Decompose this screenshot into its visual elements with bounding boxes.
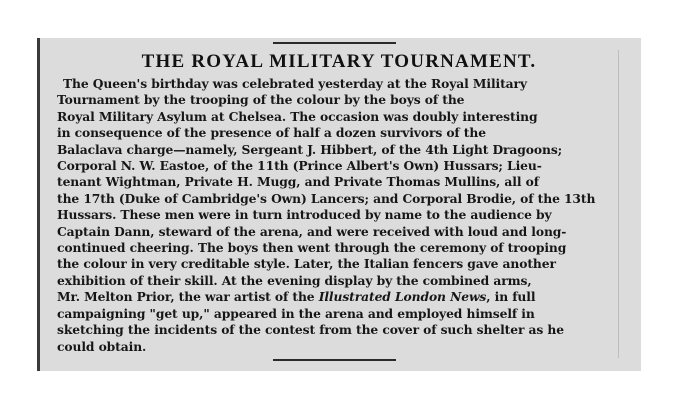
article-line: Captain Dann, steward of the arena, and were received with loud and long- <box>57 223 567 239</box>
article-line: The Queen's birthday was celebrated yesterday at the Royal Military <box>63 76 527 91</box>
newspaper-clipping <box>37 38 641 371</box>
article-line: Tournament by the trooping of the colour by the boys of the <box>57 92 465 108</box>
column-rule-left <box>37 38 40 371</box>
publication-title: Illustrated London News <box>318 289 487 305</box>
top-rule <box>273 42 396 44</box>
article-line: tenant Wightman, Private H. Mugg, and Private Thomas Mullins, all of <box>57 174 539 190</box>
article-line: continued cheering. The boys then went through the ceremony of trooping <box>57 240 567 256</box>
article-line: exhibition of their skill. At the evening display by the combined arms, <box>57 272 532 288</box>
article-line: Corporal N. W. Eastoe, of the 11th (Prince Albert's Own) Hussars; Lieu- <box>57 158 542 174</box>
article-line: the 17th (Duke of Cambridge's Own) Lancers; and Corporal Brodie, of the 13th <box>57 190 596 206</box>
article-body <box>57 76 617 355</box>
article-line: Hussars. These men were in turn introduced by name to the audience by <box>57 207 552 223</box>
bottom-rule <box>273 359 396 361</box>
article-line: Mr. Melton Prior, the war artist of the Illustrated London News, in full <box>57 289 536 305</box>
article-line: sketching the incidents of the contest from the cover of such shelter as he <box>57 322 564 338</box>
column-rule-right <box>618 50 619 358</box>
article-line: Balaclava charge—namely, Sergeant J. Hibbert, of the 4th Light Dragoons; <box>57 141 563 157</box>
article-line: Royal Military Asylum at Chelsea. The occasion was doubly interesting <box>57 108 538 124</box>
article-line: could obtain. <box>57 338 147 354</box>
article-line: in consequence of the presence of half a dozen survivors of the <box>57 125 486 141</box>
article-headline: THE ROYAL MILITARY TOURNAMENT. <box>141 51 537 72</box>
article-line: the colour in very creditable style. Later, the Italian fencers gave another <box>57 256 556 272</box>
article-line: campaigning "get up," appeared in the arena and employed himself in <box>57 305 535 321</box>
